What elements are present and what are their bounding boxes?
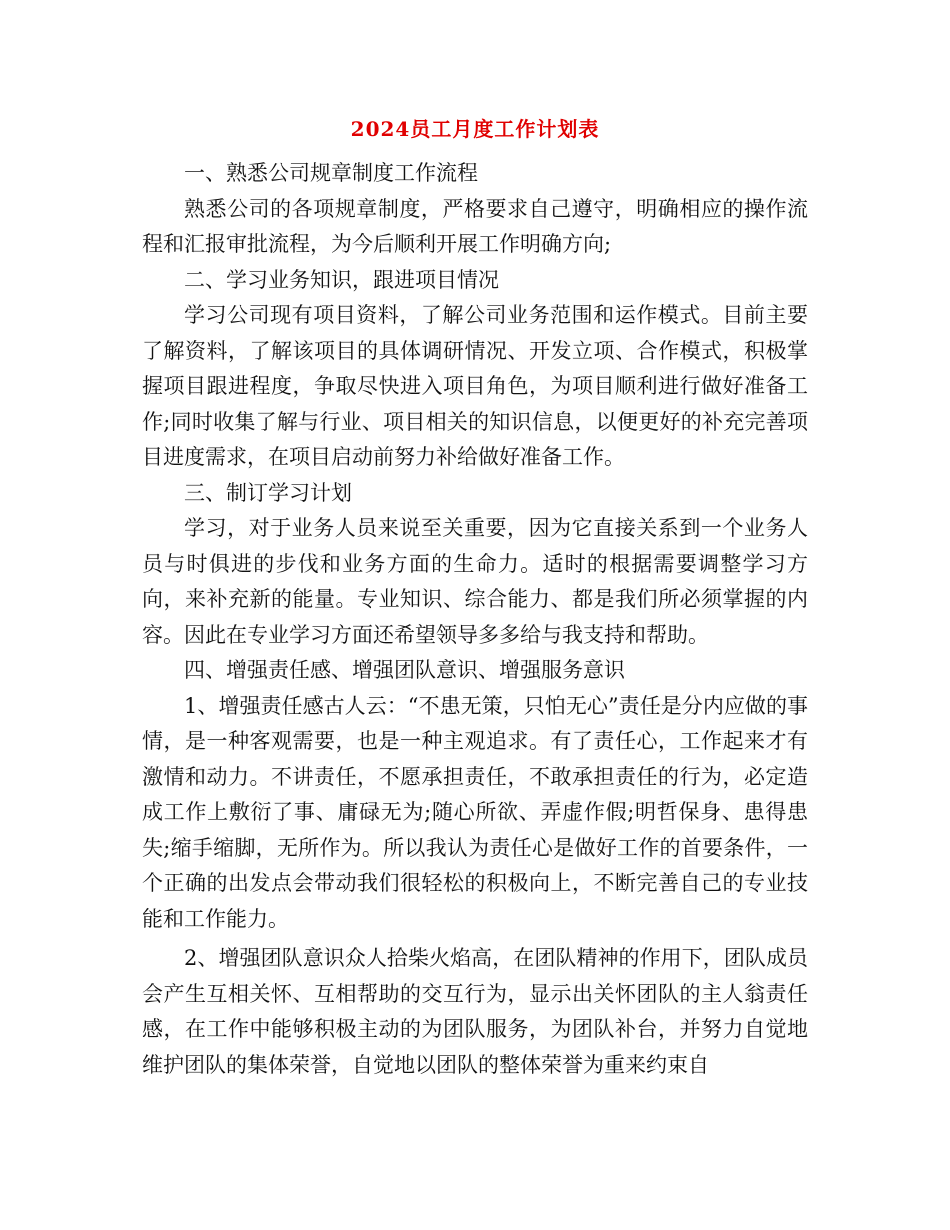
section-heading-4: 四、增强责任感、增强团队意识、增强服务意识 — [184, 658, 625, 682]
section-heading-2: 二、学习业务知识，跟进项目情况 — [184, 267, 499, 292]
section-heading-3: 三、制订学习计划 — [184, 480, 352, 505]
document-title: 2024员工月度工作计划表 — [350, 117, 600, 141]
paragraph-2: 学习公司现有项目资料，了解公司业务范围和运作模式。目前主要了解资料，了解该项目的具体调研情况、开发立项、合作模式，积极掌握项目跟进程度，争取尽快进入项目角色，为项目顺利进行做好准备工作;同时收集了解与行业、项目相关的知识信息，以便更好的补充完善项目进度需求，在项目启动前努力补给做好准备工作。 — [142, 303, 808, 469]
section-heading-1: 一、熟悉公司规章制度工作流程 — [184, 161, 478, 185]
document-body — [142, 156, 808, 1083]
paragraph-4-1: 1、增强责任感古人云：“不患无策，只怕无心”责任是分内应做的事情，是一种客观需要，也是一种主观追求。有了责任心，工作起来才有激情和动力。不讲责任，不愿承担责任，不敢承担责任的行为，必定造成工作上敷衍了事、庸碌无为;随心所欲、弄虚作假;明哲保身、患得患失;缩手缩脚，无所作为。所以我认为责任心是做好工作的首要条件，一个正确的出发点会带动我们很轻松的积极向上，不断完善自己的专业技能和工作能力。 — [142, 693, 808, 931]
paragraph-1: 熟悉公司的各项规章制度，严格要求自己遵守，明确相应的操作流程和汇报审批流程，为今后顺利开展工作明确方向; — [142, 196, 808, 256]
paragraph-4-2: 2、增强团队意识众人拾柴火焰高，在团队精神的作用下，团队成员会产生互相关怀、互相帮助的交互行为，显示出关怀团队的主人翁责任感，在工作中能够积极主动的为团队服务，为团队补台，并努力自觉地维护团队的集体荣誉，自觉地以团队的整体荣誉为重来约束自 — [142, 946, 808, 1077]
paragraph-3: 学习，对于业务人员来说至关重要，因为它直接关系到一个业务人员与时俱进的步伐和业务方面的生命力。适时的根据需要调整学习方向，来补充新的能量。专业知识、综合能力、都是我们所必须掌握的内容。因此在专业学习方面还希望领导多多给与我支持和帮助。 — [142, 516, 808, 647]
